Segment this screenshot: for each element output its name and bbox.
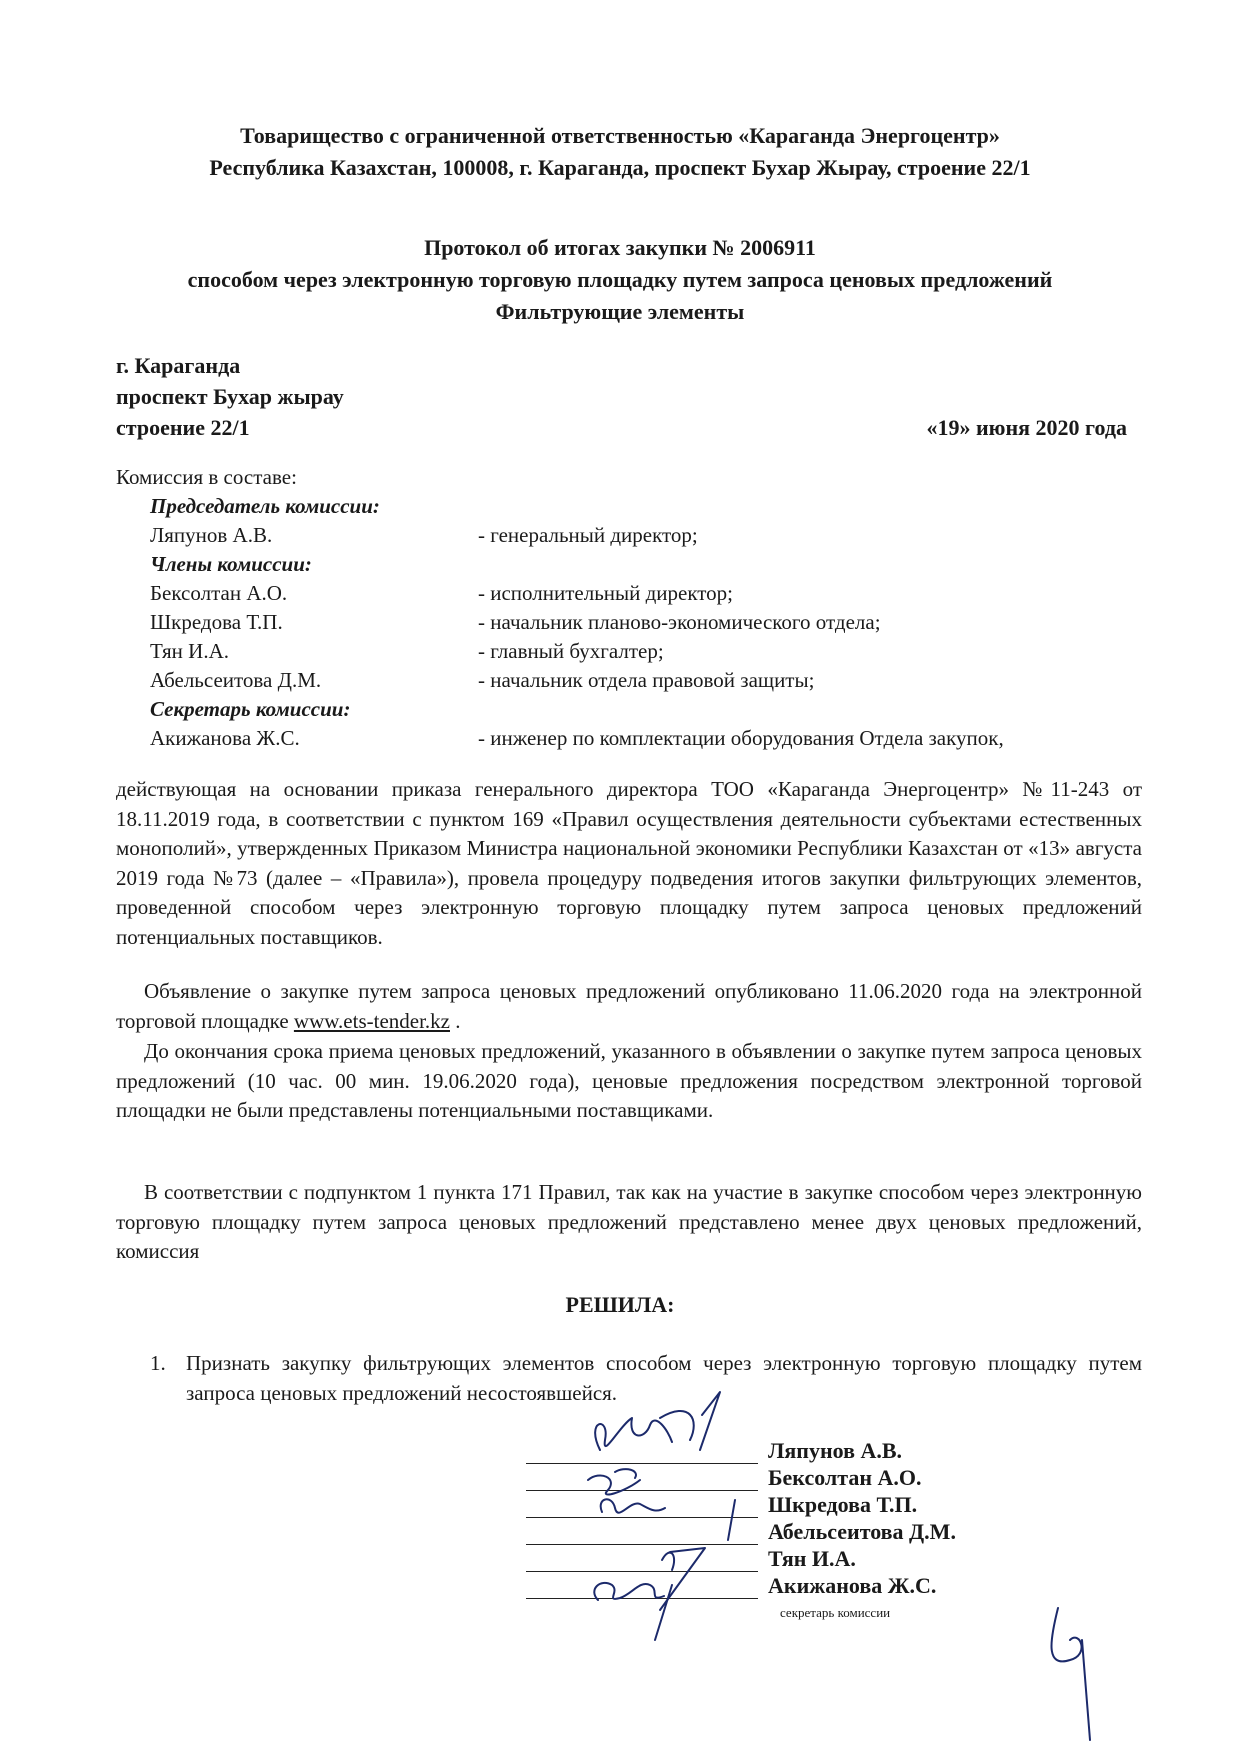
signer-name: Ляпунов А.В. [768, 1438, 903, 1463]
member-name: Акижанова Ж.С. [150, 726, 300, 750]
place-city: г. Караганда [116, 353, 241, 378]
member-name: Шкредова Т.П. [150, 610, 283, 634]
signature-line [526, 1580, 758, 1599]
organization-header [0, 120, 1240, 184]
commission-row [150, 579, 1130, 608]
tender-site-link[interactable]: www.ets-tender.kz [293, 1008, 450, 1033]
commission-row [150, 521, 1130, 550]
signature-line [526, 1445, 758, 1464]
signature-row [526, 1572, 986, 1599]
place-building: строение 22/1 [116, 415, 250, 440]
signature-row [526, 1437, 986, 1464]
organization-name: Товарищество с ограниченной ответственностью «Караганда Энергоцентр» [240, 123, 1000, 148]
commission-row [150, 608, 1130, 637]
signature-row [526, 1491, 986, 1518]
members-title: Члены комиссии: [150, 552, 312, 576]
member-name: Ляпунов А.В. [150, 523, 273, 547]
signer-name: Акижанова Ж.С. [768, 1573, 937, 1598]
decision-item-text: Признать закупку фильтрующих элементов способом через электронную торговую площадку путем запроса ценовых предложений несостоявшейся. [186, 1351, 1142, 1405]
protocol-title-line2: способом через электронную торговую площадку путем запроса ценовых предложений [187, 267, 1053, 292]
signer-name: Абельсеитова Д.М. [768, 1519, 956, 1544]
member-role: - исполнительный директор; [478, 581, 734, 605]
signature-row [526, 1545, 986, 1572]
member-role: - главный бухгалтер; [478, 639, 664, 663]
signer-name: Тян И.А. [768, 1546, 856, 1571]
signature-row [526, 1464, 986, 1491]
member-role: - начальник планово-экономического отдела; [478, 610, 881, 634]
member-name: Бексолтан А.О. [150, 581, 288, 605]
signature-line [526, 1553, 758, 1572]
commission-row [150, 724, 1130, 753]
secretary-note: секретарь комиссии [780, 1605, 891, 1620]
protocol-title [0, 232, 1240, 328]
signature-block [526, 1437, 986, 1599]
decision-item [150, 1348, 1142, 1408]
member-name: Тян И.А. [150, 639, 230, 663]
commission-list [150, 492, 1130, 753]
chair-title: Председатель комиссии: [150, 494, 380, 518]
signature-line [526, 1472, 758, 1491]
commission-row [150, 666, 1130, 695]
decision-item-number: 1. [150, 1351, 166, 1375]
paragraph-text: В соответствии с подпунктом 1 пункта 171 Правил, так как на участие в закупке способом через электронную торговую площадку путем запроса ценовых предложений представлено менее двух ценовых предложений, комиссия [116, 1180, 1142, 1263]
place-street: проспект Бухар жырау [116, 384, 344, 409]
signature-row [526, 1518, 986, 1545]
commission-intro: Комиссия в составе: [116, 465, 297, 489]
protocol-date: «19» июня 2020 года [926, 415, 1127, 440]
body-paragraph [116, 977, 1142, 1036]
signer-name: Бексолтан А.О. [768, 1465, 922, 1490]
commission-row [150, 637, 1130, 666]
place-block [116, 350, 344, 443]
signer-name: Шкредова Т.П. [768, 1492, 918, 1517]
organization-address: Республика Казахстан, 100008, г. Караганда, проспект Бухар Жырау, строение 22/1 [209, 155, 1031, 180]
member-name: Абельсеитова Д.М. [150, 668, 322, 692]
signature-line [526, 1526, 758, 1545]
member-role: - генеральный директор; [478, 523, 698, 547]
body-paragraph: действующая на основании приказа генерального директора ТОО «Караганда Энергоцентр» №11-243 от 18.11.2019 года, в соответствии с пунктом 169 «Правил осуществления деятельности субъектами естественных монополий», утвержденных Приказом Министра национальной экономики Республики Казахстан от «13» августа 2019 года №73 (далее – «Правила»), провела процедуру подведения итогов закупки фильтрующих элементов, проведенной способом через электронную торговую площадку путем запроса ценовых предложений потенциальных поставщиков. [116, 777, 1142, 949]
decision-heading: РЕШИЛА: [565, 1292, 675, 1317]
signature-line [526, 1499, 758, 1518]
protocol-title-line1: Протокол об итогах закупки № 2006911 [424, 235, 816, 260]
member-role: - начальник отдела правовой защиты; [478, 668, 815, 692]
paragraph-text: До окончания срока приема ценовых предложений, указанного в объявлении о закупке путем запроса ценовых предложений (10 час. 00 мин. 19.06.2020 года), ценовые предложения посредством электронной торговой площадки не были представлены потенциальными поставщиками. [116, 1039, 1142, 1122]
paragraph-text: Объявление о закупке путем запроса ценовых предложений опубликовано 11.06.2020 года на электронной торговой площадке [116, 979, 1142, 1033]
body-paragraph [116, 1037, 1142, 1126]
member-role: - инженер по комплектации оборудования Отдела закупок, [478, 726, 1004, 750]
initials-scribble [1051, 1608, 1090, 1740]
paragraph-text: . [450, 1008, 461, 1033]
protocol-title-line3: Фильтрующие элементы [495, 299, 745, 324]
secretary-title: Секретарь комиссии: [150, 697, 351, 721]
body-paragraph [116, 1178, 1142, 1267]
